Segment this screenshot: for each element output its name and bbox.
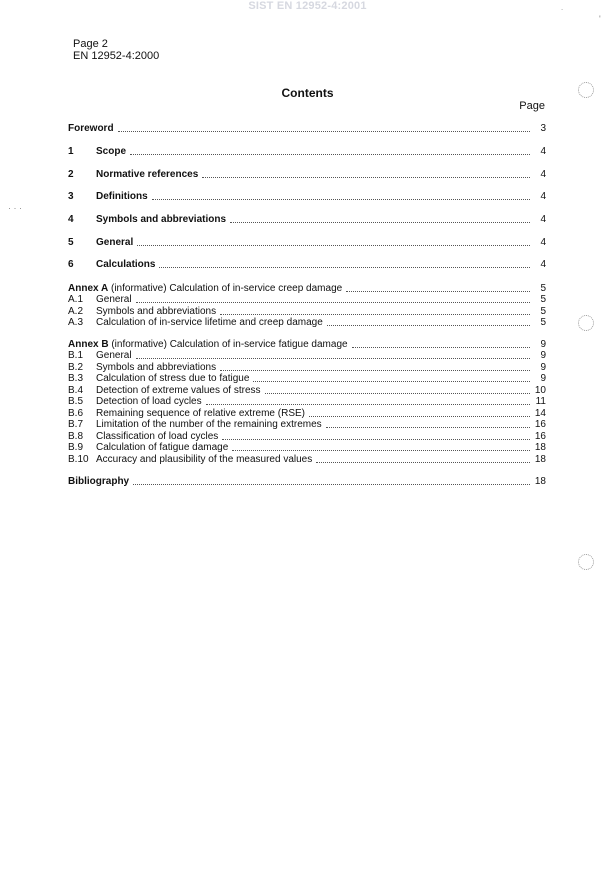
- leader-dots: [346, 290, 530, 292]
- toc-entry-page: 5: [540, 283, 546, 294]
- leader-dots: [130, 153, 530, 155]
- leader-dots: [316, 461, 530, 463]
- toc-entry-page: 4: [540, 169, 546, 180]
- toc-entry-page: 16: [534, 419, 546, 430]
- toc-entry-page: 14: [534, 408, 546, 419]
- leader-dots: [206, 403, 530, 405]
- toc-entry-label: Detection of extreme values of stress: [96, 385, 261, 396]
- leader-dots: [202, 176, 530, 178]
- toc-entry-page: 5: [540, 317, 546, 328]
- toc-entry-label: General: [96, 237, 134, 248]
- leader-dots: [136, 301, 530, 303]
- toc-entry-number: B.5: [68, 396, 84, 407]
- toc-entry-label: Scope: [96, 146, 127, 157]
- toc-entry-page: 18: [534, 442, 546, 453]
- annex-title: (informative) Calculation of in-service fatigue damage: [111, 339, 348, 350]
- toc-entry-page: 4: [540, 214, 546, 225]
- toc-entry-b3[interactable]: [68, 373, 546, 385]
- leader-dots: [222, 438, 530, 440]
- toc-entry-label: Calculation of stress due to fatigue: [96, 373, 250, 384]
- toc-entry-number: B.7: [68, 419, 84, 430]
- toc-entry-page: 4: [540, 259, 546, 270]
- toc-entry-label: Foreword: [68, 123, 114, 134]
- toc-entry-page: 5: [540, 306, 546, 317]
- toc-entry-page: 10: [534, 385, 546, 396]
- toc-entry-general[interactable]: [68, 237, 546, 249]
- document-id: EN 12952-4:2000: [73, 50, 160, 62]
- toc-entry-symbols[interactable]: [68, 214, 546, 226]
- leader-dots: [136, 357, 530, 359]
- toc-entry-page: 18: [534, 476, 546, 487]
- toc-entry-a3[interactable]: [68, 317, 546, 329]
- page-number: Page 2: [73, 38, 108, 50]
- toc-entry-number: B.1: [68, 350, 84, 361]
- toc-entry-number: B.10: [68, 454, 89, 465]
- toc-entry-label: Accuracy and plausibility of the measured values: [96, 454, 313, 465]
- toc-entry-number: 6: [68, 259, 74, 270]
- toc-entry-label: General: [96, 294, 132, 305]
- toc-entry-label: Detection of load cycles: [96, 396, 202, 407]
- toc-entry-page: 9: [540, 373, 546, 384]
- toc-entry-number: B.6: [68, 408, 84, 419]
- toc-entry-calculations[interactable]: [68, 259, 546, 271]
- leader-dots: [352, 346, 530, 348]
- toc-entry-label: Symbols and abbreviations: [96, 362, 217, 373]
- toc-entry-label: Bibliography: [68, 476, 130, 487]
- toc-entry-number: 3: [68, 191, 74, 202]
- toc-entry-number: A.2: [68, 306, 84, 317]
- toc-entry-page: 4: [540, 191, 546, 202]
- toc-entry-page: 16: [534, 431, 546, 442]
- toc-entry-b9[interactable]: [68, 442, 546, 454]
- toc-entry-label: Calculation of in-service lifetime and creep damage: [96, 317, 323, 328]
- toc-entry-scope[interactable]: [68, 146, 546, 158]
- leader-dots: [118, 130, 530, 132]
- toc-entry-page: 4: [540, 237, 546, 248]
- scan-hole-mark: [578, 315, 594, 331]
- toc-entry-b10[interactable]: [68, 454, 546, 466]
- toc-entry-label: Calculation of fatigue damage: [96, 442, 229, 453]
- watermark: SIST EN 12952-4:2001: [248, 0, 367, 12]
- toc-entry-b5[interactable]: [68, 396, 546, 408]
- annex-name: Annex B: [68, 339, 109, 350]
- leader-dots: [159, 266, 530, 268]
- toc-entry-page: 9: [540, 362, 546, 373]
- toc-entry-label: General: [96, 350, 132, 361]
- toc-entry-page: 5: [540, 294, 546, 305]
- leader-dots: [152, 198, 530, 200]
- leader-dots: [327, 324, 530, 326]
- toc-entry-number: B.4: [68, 385, 84, 396]
- leader-dots: [232, 449, 530, 451]
- scan-hole-mark: [578, 554, 594, 570]
- toc-entry-b7[interactable]: [68, 419, 546, 431]
- scan-speck: ': [599, 14, 601, 24]
- toc-entry-number: B.2: [68, 362, 84, 373]
- annex-title: (informative) Calculation of in-service creep damage: [110, 283, 343, 294]
- toc-entry-number: 4: [68, 214, 74, 225]
- toc-entry-page: 11: [535, 396, 546, 407]
- leader-dots: [309, 415, 530, 417]
- leader-dots: [326, 426, 530, 428]
- toc-entry-foreword[interactable]: [68, 123, 546, 135]
- toc-entry-page: 3: [540, 123, 546, 134]
- toc-entry-number: B.9: [68, 442, 84, 453]
- toc-entry-normative-references[interactable]: [68, 169, 546, 181]
- toc-entry-page: 9: [540, 350, 546, 361]
- toc-entry-b1[interactable]: [68, 350, 546, 362]
- toc-entry-label: Normative references: [96, 169, 199, 180]
- toc-entry-number: B.3: [68, 373, 84, 384]
- toc-entry-number: A.1: [68, 294, 84, 305]
- leader-dots: [133, 483, 530, 485]
- toc-entry-label: Classification of load cycles: [96, 431, 219, 442]
- leader-dots: [265, 392, 530, 394]
- toc-entry-number: 2: [68, 169, 74, 180]
- toc-entry-label: Symbols and abbreviations: [96, 214, 227, 225]
- annex-name: Annex A: [68, 283, 109, 294]
- page-column-header: Page: [519, 100, 545, 112]
- toc-entry-label: Calculations: [96, 259, 156, 270]
- leader-dots: [220, 369, 530, 371]
- leader-dots: [230, 221, 530, 223]
- toc-entry-page: 18: [534, 454, 546, 465]
- toc-entry-label: Definitions: [96, 191, 148, 202]
- scan-speck: · · ·: [8, 203, 22, 213]
- leader-dots: [253, 380, 530, 382]
- leader-dots: [137, 244, 530, 246]
- toc-entry-number: A.3: [68, 317, 84, 328]
- leader-dots: [220, 313, 530, 315]
- toc-entry-label: Limitation of the number of the remaining extremes: [96, 419, 322, 430]
- toc-entry-number: 5: [68, 237, 74, 248]
- toc-entry-bibliography[interactable]: [68, 476, 546, 488]
- toc-entry-page: 4: [540, 146, 546, 157]
- toc-entry-label: Remaining sequence of relative extreme (RSE): [96, 408, 305, 419]
- scan-hole-mark: [578, 82, 594, 98]
- toc-entry-a1[interactable]: [68, 294, 546, 306]
- contents-title: Contents: [281, 86, 334, 100]
- toc-entry-page: 9: [540, 339, 546, 350]
- scan-speck: ˙: [561, 8, 564, 18]
- toc-entry-number: 1: [68, 146, 74, 157]
- toc-entry-number: B.8: [68, 431, 84, 442]
- toc-entry-label: Symbols and abbreviations: [96, 306, 217, 317]
- toc-entry-definitions[interactable]: [68, 191, 546, 203]
